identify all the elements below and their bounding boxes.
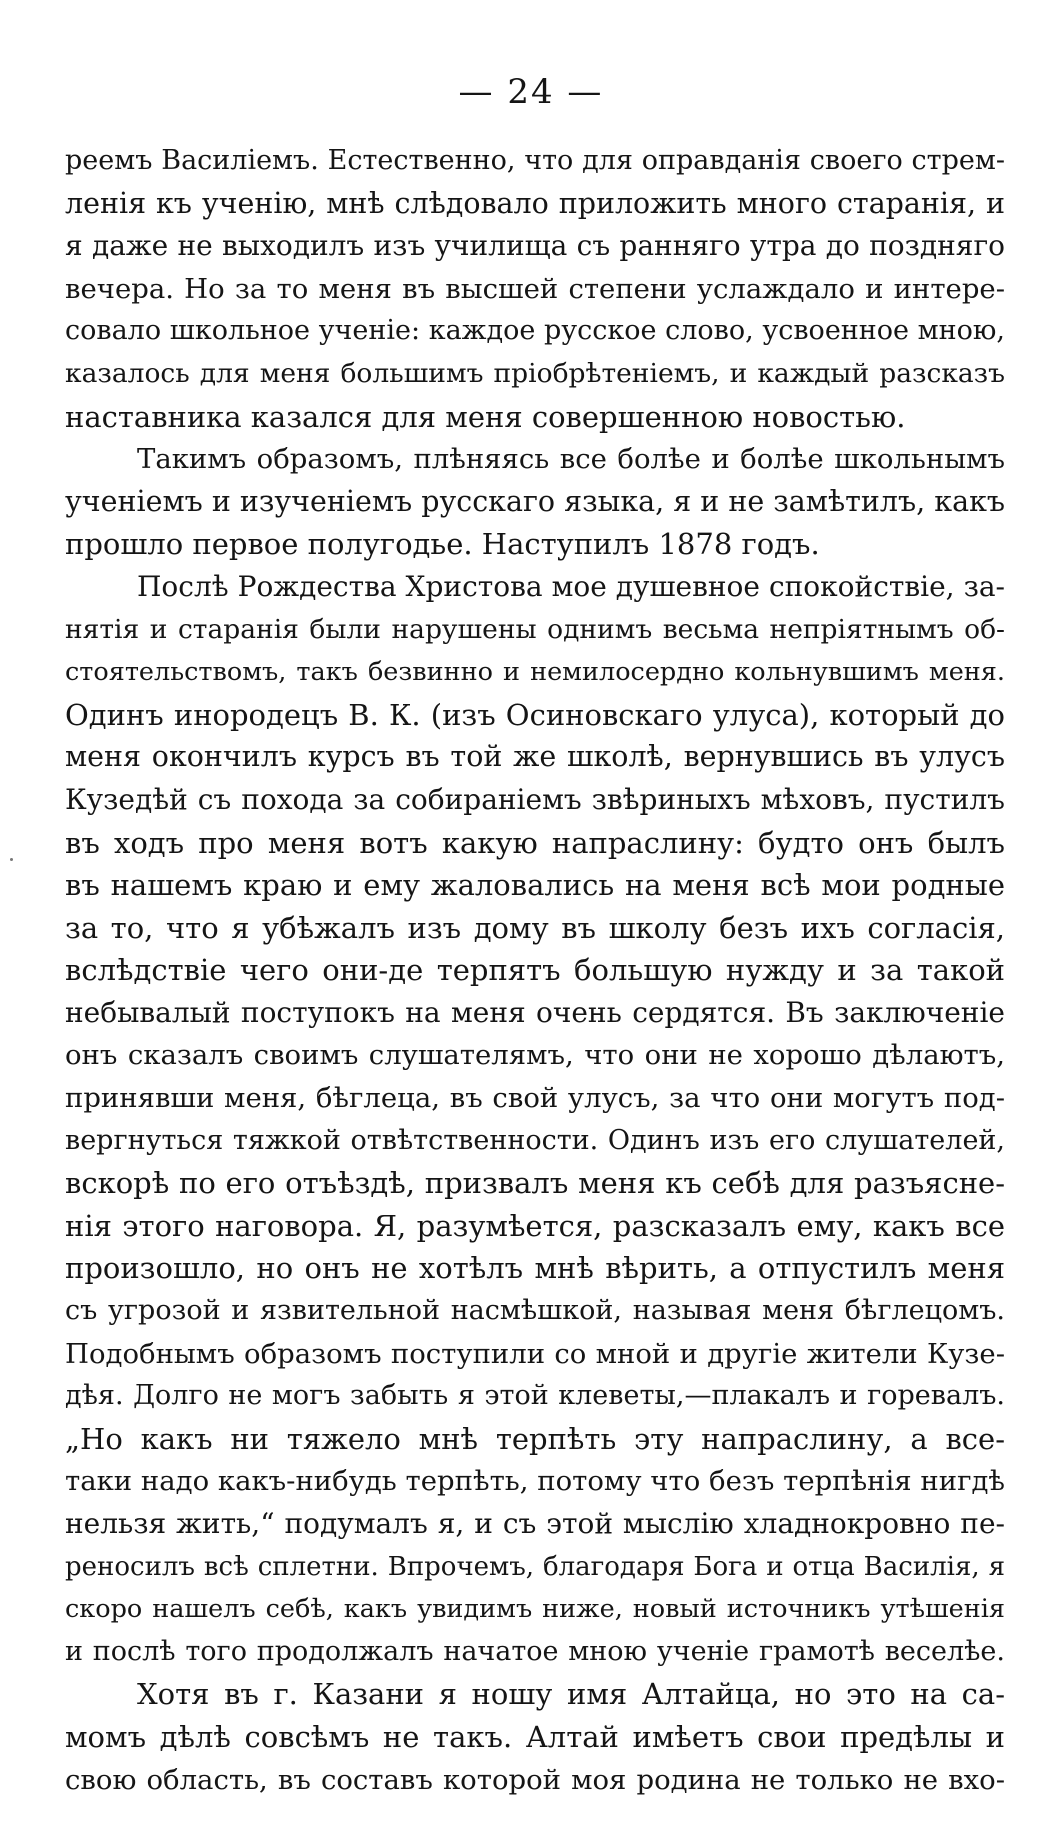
text-line: Подобнымъ образомъ поступили со мной и другіе жители Кузе- — [65, 1337, 1005, 1370]
text-line: скоро нашелъ себѣ, какъ увидимъ ниже, новый источникъ утѣшенія — [65, 1594, 1005, 1625]
text-line: въ ходъ про меня вотъ какую напраслину: будто онъ былъ — [65, 825, 1005, 860]
text-line: нятія и старанія были нарушены однимъ весьма непріятнымъ об- — [65, 613, 1005, 645]
text-line: нія этого наговора. Я, разумѣется, разсказалъ ему, какъ все — [65, 1208, 1005, 1243]
text-line: принявши меня, бѣглеца, въ свой улусъ, за что они могутъ под- — [65, 1082, 1005, 1115]
text-line: меня окончилъ курсъ въ той же школѣ, вернувшись въ улусъ — [65, 740, 1005, 774]
text-line: я даже не выходилъ изъ училища съ ранняго утра до поздняго — [65, 229, 1005, 263]
paragraph-start-line: Послѣ Рождества Христова мое душевное спокойствіе, за- — [137, 569, 1005, 603]
text-line: съ угрозой и язвительной насмѣшкой, называя меня бѣглецомъ. — [65, 1295, 1005, 1327]
text-line: „Но какъ ни тяжело мнѣ терпѣть эту напраслину, а все- — [65, 1421, 1005, 1456]
text-line: дѣя. Долго не могъ забыть я этой клеветы,—плакалъ и горевалъ. — [65, 1380, 1005, 1412]
text-line: Одинъ инородецъ В. К. (изъ Осиновскаго улуса), который до — [65, 697, 1005, 732]
text-line: вслѣдствіе чего они-де терпятъ большую нужду и за такой — [65, 953, 1005, 988]
text-line: совало школьное ученіе: каждое русское слово, усвоенное мною, — [65, 315, 1005, 347]
text-line: небывалый поступокъ на меня очень сердятся. Въ заключеніе — [65, 995, 1005, 1029]
text-line: вечера. Но за то меня въ высшей степени услаждало и интере- — [65, 272, 1005, 305]
text-line: казалось для меня большимъ пріобрѣтеніемъ, и каждый разсказъ — [65, 357, 1005, 389]
body-text — [65, 140, 1005, 1801]
text-line: онъ сказалъ своимъ слушателямъ, что они не хорошо дѣлаютъ, — [65, 1039, 1005, 1072]
text-line: произошло, но онъ не хотѣлъ мнѣ вѣрить, а отпустилъ меня — [65, 1251, 1005, 1286]
paragraph-start-line: Такимъ образомъ, плѣняясь все болѣе и болѣе школьнымъ — [137, 443, 1005, 476]
text-line: реемъ Василіемъ. Естественно, что для оправданія своего стрем- — [65, 145, 1005, 176]
text-line: таки надо какъ-нибудь терпѣть, потому что безъ терпѣнія нигдѣ — [65, 1465, 1005, 1498]
page-number: — 24 — — [458, 72, 604, 112]
paragraph-start-line: Хотя въ г. Казани я ношу имя Алтайца, но это на са- — [137, 1677, 1005, 1712]
text-line: наставника казался для меня совершенною новостью. — [65, 399, 906, 434]
text-line: реносилъ всѣ сплетни. Впрочемъ, благодаря Бога и отца Василія, я — [65, 1551, 1005, 1582]
text-line: Кузедѣй съ похода за собираніемъ звѣриныхъ мѣховъ, пустилъ — [65, 782, 1005, 816]
text-line: ученіемъ и изученіемъ русскаго языка, я и не замѣтилъ, какъ — [65, 484, 1006, 518]
text-line: ленія къ ученію, мнѣ слѣдовало приложить много старанія, и — [65, 186, 1005, 220]
text-line: прошло первое полугодье. Наступилъ 1878 годъ. — [65, 527, 820, 562]
text-line: нельзя жить,“ подумалъ я, и съ этой мыслію хладнокровно пе- — [65, 1507, 1005, 1540]
print-speck — [10, 858, 13, 861]
text-line: момъ дѣлѣ совсѣмъ не такъ. Алтай имѣетъ свои предѣлы и — [65, 1719, 1005, 1754]
text-line: вскорѣ по его отъѣздѣ, призвалъ меня къ себѣ для разъясне- — [65, 1166, 1005, 1201]
text-line: стоятельствомъ, такъ безвинно и немилосердно кольнувшимъ меня. — [65, 657, 1005, 688]
text-line: вергнуться тяжкой отвѣтственности. Одинъ изъ его слушателей, — [65, 1124, 1005, 1156]
text-line: и послѣ того продолжалъ начатое мною ученіе грамотѣ веселѣе. — [65, 1635, 1005, 1667]
text-line: свою область, въ составъ которой моя родина не только не вхо- — [65, 1763, 1005, 1796]
text-line: за то, что я убѣжалъ изъ дому въ школу безъ ихъ согласія, — [65, 910, 1005, 945]
text-line: въ нашемъ краю и ему жаловались на меня всѣ мои родные — [65, 868, 1005, 903]
